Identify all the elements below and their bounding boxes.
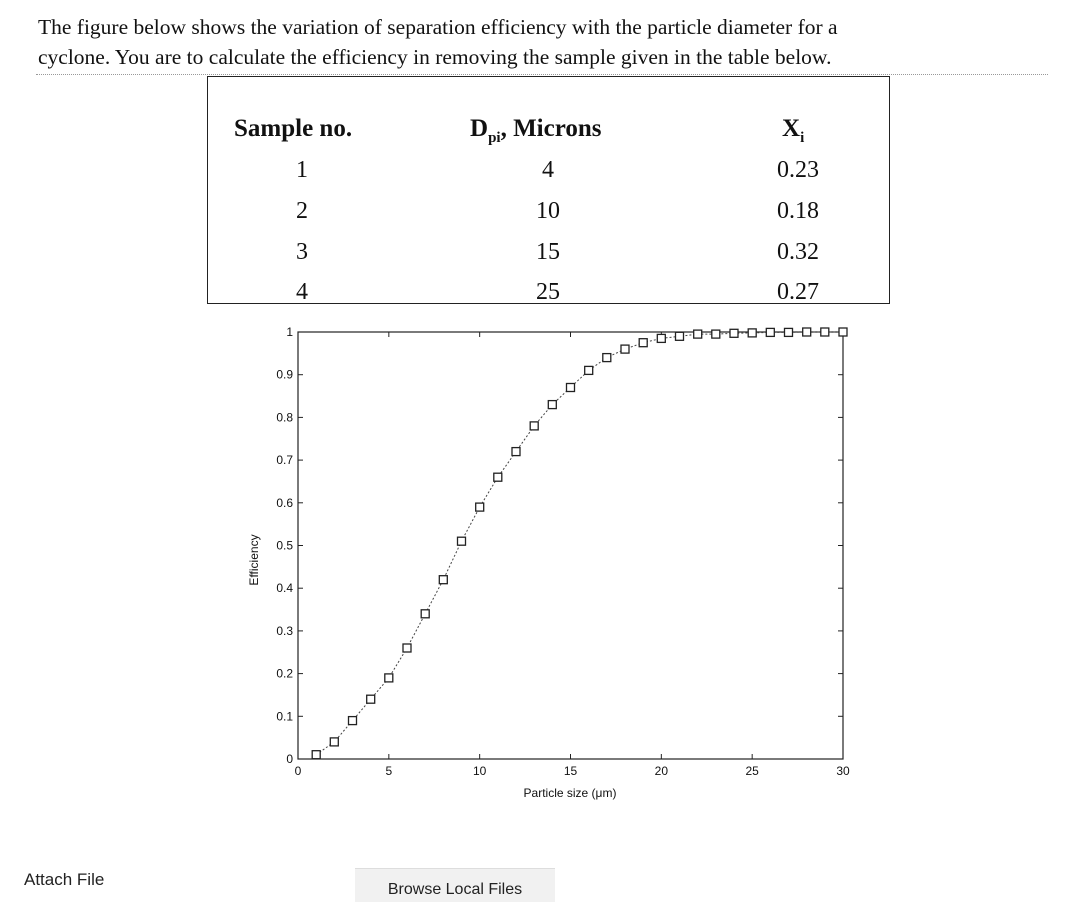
browse-local-files-button[interactable]: Browse Local Files xyxy=(355,868,555,902)
x-axis-label: Particle size (μm) xyxy=(523,786,617,800)
data-point-marker xyxy=(403,644,411,652)
data-point-marker xyxy=(385,674,393,682)
header-dpi-sub: pi xyxy=(488,130,501,146)
cell-dpi-2: 10 xyxy=(536,198,560,224)
data-point-marker xyxy=(730,329,738,337)
data-point-marker xyxy=(349,717,357,725)
cell-xi-4: 0.27 xyxy=(777,279,819,305)
x-tick-label: 0 xyxy=(294,764,302,778)
cell-xi-1: 0.23 xyxy=(777,157,819,183)
plot-frame xyxy=(298,332,843,759)
data-point-marker xyxy=(458,537,466,545)
data-point-marker xyxy=(330,738,338,746)
y-tick-label: 1 xyxy=(286,325,293,339)
y-tick-label: 0.4 xyxy=(276,581,293,596)
y-tick-label: 0.3 xyxy=(276,623,293,638)
cell-sample-1: 1 xyxy=(296,157,308,183)
data-point-marker xyxy=(585,366,593,374)
data-point-marker xyxy=(567,384,575,392)
data-point-marker xyxy=(512,448,520,456)
question-line-1: The figure below shows the variation of separation efficiency with the particle diameter for a xyxy=(38,15,838,39)
data-point-marker xyxy=(476,503,484,511)
data-point-marker xyxy=(657,334,665,342)
data-point-marker xyxy=(439,576,447,584)
header-xi-sub: i xyxy=(800,130,805,146)
data-point-marker xyxy=(785,328,793,336)
x-tick-label: 5 xyxy=(385,764,393,778)
cell-xi-2: 0.18 xyxy=(777,198,819,224)
x-tick-label: 20 xyxy=(654,764,669,778)
data-point-marker xyxy=(694,330,702,338)
y-tick-label: 0 xyxy=(286,752,293,766)
y-tick-label: 0.7 xyxy=(276,453,293,468)
header-dpi-rest: , Microns xyxy=(500,115,602,142)
data-point-marker xyxy=(421,610,429,618)
data-point-marker xyxy=(839,328,847,336)
data-point-marker xyxy=(766,328,774,336)
y-axis-label: Efficiency xyxy=(247,534,261,586)
x-tick-label: 10 xyxy=(472,764,487,778)
data-point-marker xyxy=(748,329,756,337)
cell-dpi-4: 25 xyxy=(536,279,560,305)
cell-xi-3: 0.32 xyxy=(777,239,819,265)
data-point-marker xyxy=(494,473,502,481)
y-tick-label: 0.2 xyxy=(276,666,293,681)
y-tick-label: 0.6 xyxy=(276,495,293,510)
question-line-2: cyclone. You are to calculate the efficiency in removing the sample given in the table below. xyxy=(38,45,832,69)
data-point-marker xyxy=(821,328,829,336)
cell-dpi-1: 4 xyxy=(542,157,554,183)
data-point-marker xyxy=(803,328,811,336)
cell-sample-4: 4 xyxy=(296,279,308,305)
attach-file-label: Attach File xyxy=(24,870,105,889)
header-sample-no: Sample no. xyxy=(234,115,353,142)
data-point-marker xyxy=(712,330,720,338)
series-line xyxy=(316,332,843,755)
data-point-marker xyxy=(548,401,556,409)
data-point-marker xyxy=(367,695,375,703)
cell-sample-3: 3 xyxy=(296,239,308,265)
header-xi-main: X xyxy=(782,115,801,142)
y-tick-label: 0.9 xyxy=(276,367,293,382)
data-point-marker xyxy=(312,751,320,759)
x-tick-label: 15 xyxy=(563,764,578,778)
data-point-marker xyxy=(603,354,611,362)
x-tick-label: 30 xyxy=(836,764,850,778)
y-tick-label: 0.1 xyxy=(276,709,293,724)
x-tick-label: 25 xyxy=(745,764,759,778)
data-point-marker xyxy=(676,332,684,340)
cell-sample-2: 2 xyxy=(296,198,308,224)
header-dpi-main: D xyxy=(470,115,489,142)
data-point-marker xyxy=(639,339,647,347)
cell-dpi-3: 15 xyxy=(536,239,560,265)
y-tick-label: 0.8 xyxy=(276,410,293,425)
data-point-marker xyxy=(530,422,538,430)
data-point-marker xyxy=(621,345,629,353)
y-tick-label: 0.5 xyxy=(276,538,293,553)
